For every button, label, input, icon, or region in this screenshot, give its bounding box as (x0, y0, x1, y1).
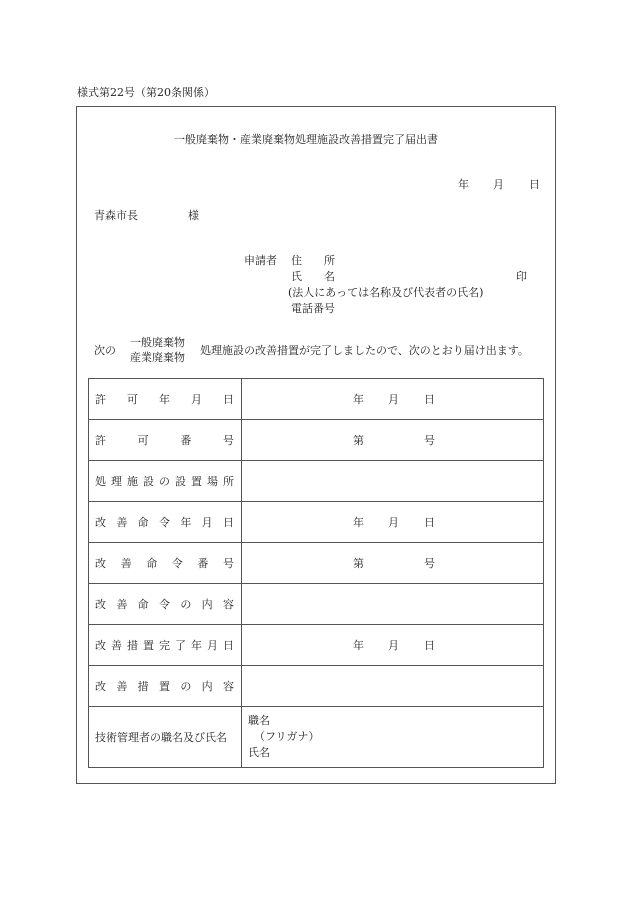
table-row (89, 707, 544, 768)
table-row (89, 584, 544, 625)
seal-mark: 印 (516, 270, 527, 283)
order-date-field[interactable]: 年 月 日 (242, 502, 544, 543)
table-row (89, 420, 544, 461)
row-label-measure-content: 改 善 措 置 の 内 容 (89, 666, 242, 707)
statement-suffix: 処理施設の改善措置が完了しましたので、次のとおり届け出ます。 (200, 344, 529, 357)
facility-location-field[interactable] (242, 461, 544, 502)
order-number-field[interactable]: 第 号 (242, 543, 544, 584)
permit-date-field[interactable]: 年 月 日 (242, 379, 544, 420)
row-label-order-date: 改 善 命 令 年 月 日 (89, 502, 242, 543)
row-label-order-content: 改 善 命 令 の 内 容 (89, 584, 242, 625)
table-row (89, 502, 544, 543)
name-label: 氏 名 (291, 270, 335, 283)
table-row (89, 666, 544, 707)
table-row (89, 461, 544, 502)
statement-prefix: 次の (94, 344, 116, 357)
date-day: 日 (529, 178, 540, 191)
furigana-label: （フリガナ） (254, 730, 320, 743)
row-label-order-number: 改 善 命 令 番 号 (89, 543, 242, 584)
form-id: 様式第22号（第20条関係） (77, 86, 215, 99)
measure-content-field[interactable] (242, 666, 544, 707)
date-year: 年 (458, 178, 469, 191)
order-content-field[interactable] (242, 584, 544, 625)
row-label-permit-number: 許 可 番 号 (89, 420, 242, 461)
address-label: 住 所 (291, 254, 335, 267)
position-label: 職名 (248, 714, 270, 727)
row-label-facility-location: 処 理 施 設 の 設 置 場 所 (89, 461, 242, 502)
document-title: 一般廃棄物・産業廃棄物処理施設改善措置完了届出書 (174, 133, 438, 146)
technical-manager-field[interactable] (242, 707, 544, 768)
corporate-note: (法人にあっては名称及び代表者の氏名) (288, 286, 484, 299)
row-label-permit-date: 許 可 年 月 日 (89, 379, 242, 420)
table-row (89, 543, 544, 584)
option-industrial-waste: 産業廃棄物 (130, 351, 185, 364)
manager-name-label: 氏名 (248, 746, 270, 759)
completion-date-field[interactable]: 年 月 日 (242, 625, 544, 666)
applicant-label: 申請者 (244, 254, 277, 267)
date-month: 月 (493, 178, 504, 191)
addressee-name: 青森市長 (94, 209, 138, 222)
row-label-completion-date: 改 善 措 置 完 了 年 月 日 (89, 625, 242, 666)
option-general-waste: 一般廃棄物 (130, 336, 185, 349)
details-table (88, 378, 544, 768)
phone-label: 電話番号 (291, 302, 335, 315)
permit-number-field[interactable]: 第 号 (242, 420, 544, 461)
table-row (89, 379, 544, 420)
table-row (89, 625, 544, 666)
row-label-technical-manager: 技術管理者の職名及び氏名 (89, 707, 242, 768)
addressee-honorific: 様 (188, 209, 199, 222)
